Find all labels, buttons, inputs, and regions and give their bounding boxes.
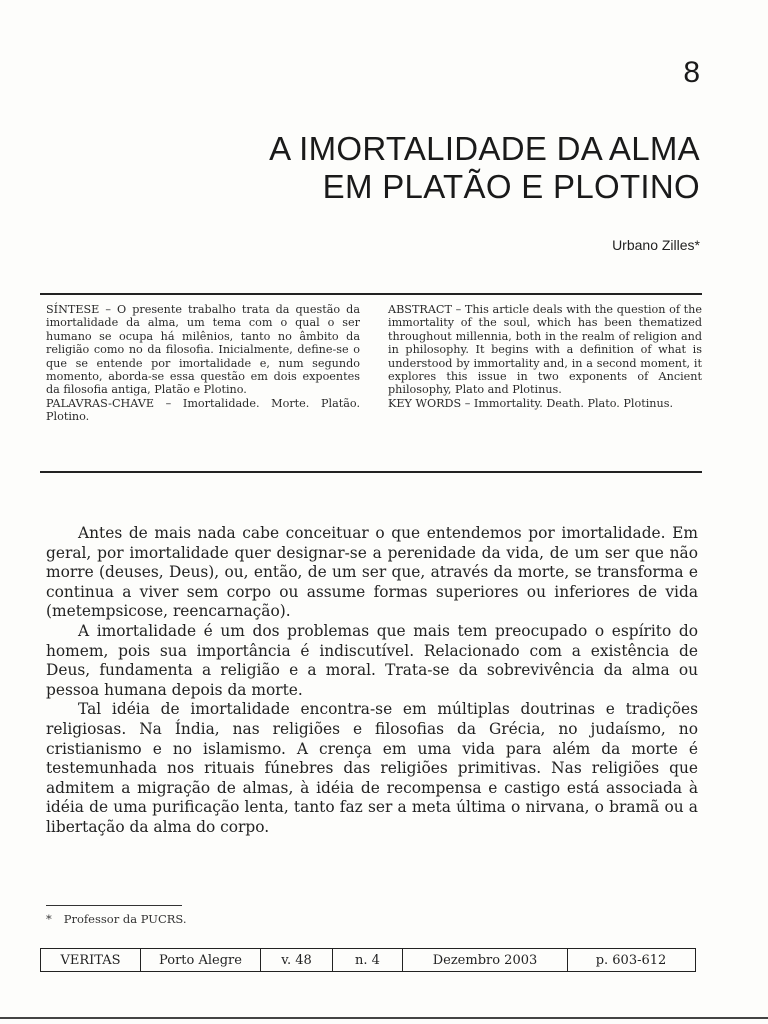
- palavras-chave: PALAVRAS-CHAVE – Imortalidade. Morte. Platão. Plotino.: [46, 396, 360, 424]
- sintese-column: [46, 303, 360, 424]
- footnote-mark: *: [46, 912, 52, 926]
- paragraph: Antes de mais nada cabe conceituar o que entendemos por imortalidade. Em geral, por imortalidade quer designar-se a perenidade da vida, de um ser que não morre (deuses, Deus), ou, então, de um ser que, através da morte, se transforma e continua a viver sem corpo ou assume formas superiores ou inferiores de vida (metempsicose, reencarnação).: [46, 524, 698, 621]
- abstract-column: [388, 303, 702, 424]
- sintese-text: SÍNTESE – O presente trabalho trata da questão da imortalidade da alma, um tema com o qual o ser humano se ocupa há milênios, tanto no âmbito da religião como no da filosofia. Inicialmente, define-se o que se entende por imortalidade e, num segundo momento, aborda-se essa questão em dois expoentes da filosofia antiga, Platão e Plotino.: [46, 303, 360, 397]
- abstract-bottom-rule: [40, 471, 702, 473]
- citation-journal: VERITAS: [41, 949, 141, 971]
- page-bottom-edge: [0, 1017, 768, 1019]
- body-text: [46, 524, 698, 838]
- title-line-1: A IMORTALIDADE DA ALMA: [269, 130, 700, 167]
- citation-table: [40, 948, 696, 972]
- author: Urbano Zilles*: [612, 237, 700, 253]
- abstract-text: ABSTRACT – This article deals with the question of the immortality of the soul, which has been thematized throughout millennia, both in the realm of religion and in philosophy. It begins with a definition of what is understood by immortality and, in a second moment, it explores this issue in two exponents of Ancient philosophy, Plato and Plotinus.: [388, 303, 702, 397]
- abstracts-block: [46, 303, 702, 424]
- abstract-top-rule: [40, 293, 702, 295]
- citation-number: n. 4: [333, 949, 403, 971]
- paragraph: Tal idéia de imortalidade encontra-se em múltiplas doutrinas e tradições religiosas. Na Índia, nas religiões e filosofias da Grécia, no judaísmo, no cristianismo e no islamismo. A crença em uma vida para além da morte é testemunhada nos rituais fúnebres das religiões primitivas. Nas religiões que admitem a migração de almas, à idéia de recompensa e castigo está associada à idéia de uma purificação lenta, tanto faz ser a meta última o nirvana, o bramã ou a libertação da alma do corpo.: [46, 700, 698, 836]
- citation-volume: v. 48: [261, 949, 333, 971]
- citation-pages: p. 603-612: [595, 952, 667, 968]
- key-words: KEY WORDS – Immortality. Death. Plato. Plotinus.: [388, 396, 674, 410]
- footnote-rule: [46, 905, 182, 906]
- chapter-number: 8: [683, 56, 700, 89]
- title-line-2: EM PLATÃO E PLOTINO: [322, 168, 700, 205]
- article-title: [180, 130, 700, 206]
- paragraph: A imortalidade é um dos problemas que mais tem preocupado o espírito do homem, pois sua importância é indiscutível. Relacionado com a existência de Deus, fundamenta a religião e a moral. Trata-se da sobrevivência da alma ou pessoa humana depois da morte.: [46, 621, 698, 699]
- footnote: [46, 912, 187, 926]
- citation-city: Porto Alegre: [141, 949, 261, 971]
- citation-date: Dezembro 2003: [403, 949, 568, 971]
- footnote-text: Professor da PUCRS.: [63, 912, 187, 926]
